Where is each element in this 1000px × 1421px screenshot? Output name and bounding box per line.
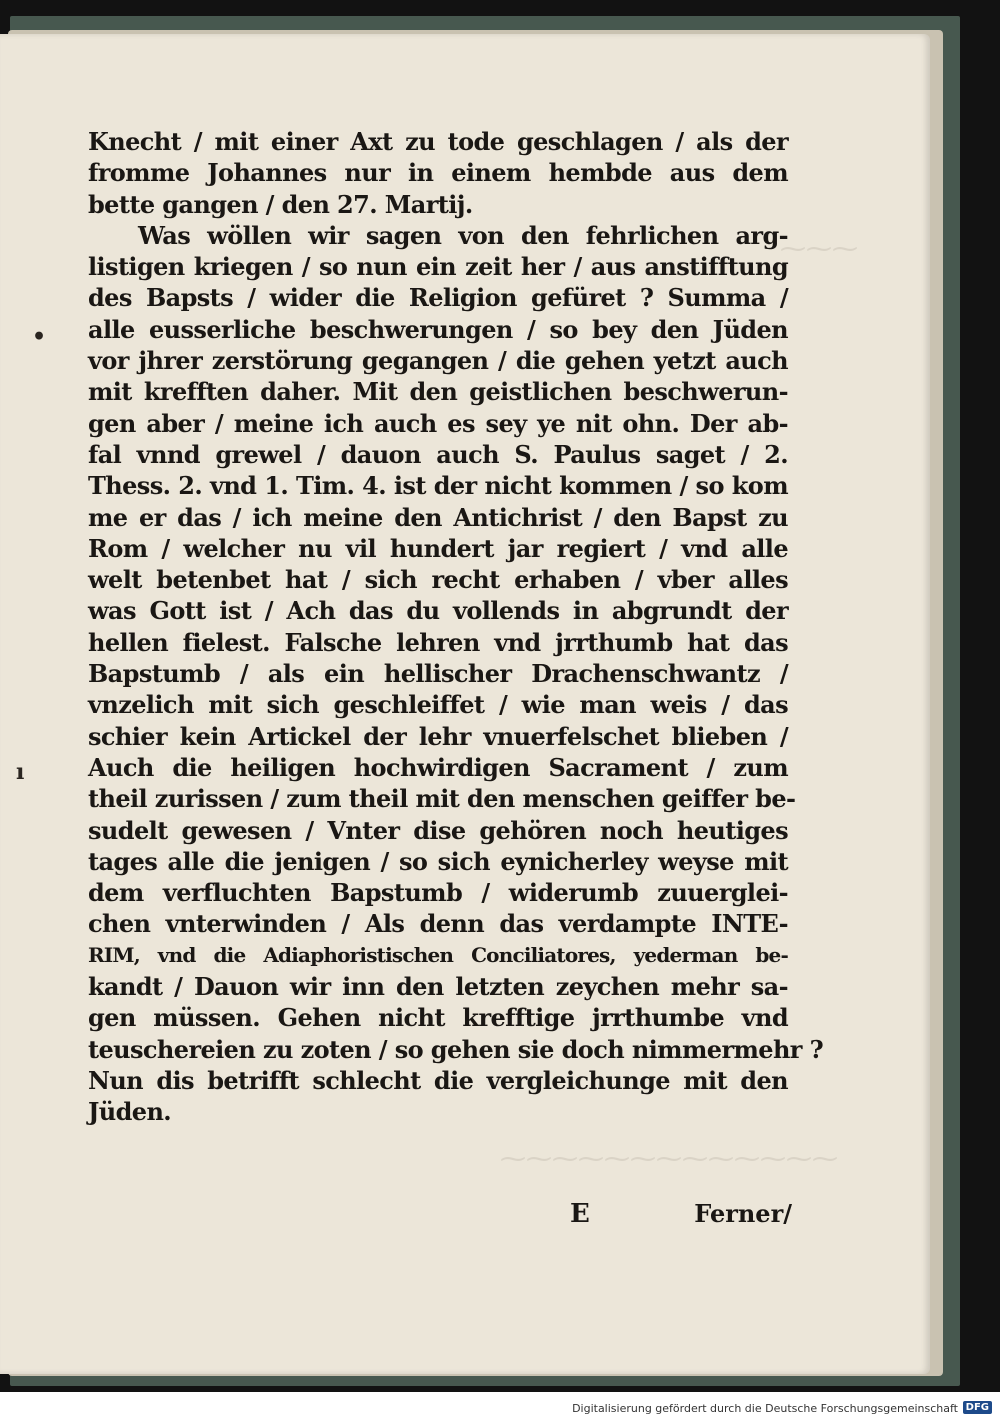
text-line: gen aber / meine ich auch es sey ye nit ohn. Der ab- [88, 408, 788, 438]
show-through: ⁓⁓⁓ [780, 234, 858, 264]
margin-mark: ı [16, 759, 25, 785]
text-line: mit krefften daher. Mit den geistlichen beschwerun- [88, 377, 788, 407]
digitization-footer [0, 1392, 1000, 1421]
text-line: me er das / ich meine den Antichrist / den Bapst zu [88, 502, 788, 532]
text-line: teuschereien zu zoten / so gehen sie doch nimmermehr ? [88, 1034, 824, 1064]
text-line: hellen fielest. Falsche lehren vnd jrrthumb hat das [88, 627, 788, 657]
signature-mark: E [570, 1199, 590, 1229]
text-line: sudelt gewesen / Vnter dise gehören noch heutiges [88, 815, 788, 845]
text-line: Jüden. [88, 1097, 172, 1127]
text-line: RIM, vnd die Adiaphoristischen Conciliatores, yederman be- [88, 942, 788, 967]
text-line: vnzelich mit sich geschleiffet / wie man weis / das [88, 690, 788, 720]
body-text [88, 126, 824, 1128]
text-line: fal vnnd grewel / dauon auch S. Paulus saget / 2. [88, 439, 788, 469]
book-page [0, 34, 930, 1374]
text-line: Thess. 2. vnd 1. Tim. 4. ist der nicht kommen / so kom [88, 471, 788, 501]
text-line: vor jhrer zerstörung gegangen / die gehen yetzt auch [88, 346, 788, 376]
show-through: ⁓⁓⁓⁓⁓⁓⁓⁓⁓⁓⁓⁓⁓ [500, 1144, 838, 1174]
text-line: des Bapsts / wider die Religion gefüret ? Summa / [88, 283, 788, 313]
text-line: bette gangen / den 27. Martij. [88, 189, 473, 219]
dfg-logo-icon: DFG [963, 1401, 992, 1414]
text-line: Nun dis betrifft schlecht die vergleichunge mit den [88, 1065, 788, 1095]
text-line: dem verfluchten Bapstumb / widerumb zuuerglei- [88, 878, 788, 908]
text-line: theil zurissen / zum theil mit den menschen geiffer be- [88, 784, 796, 814]
text-line: Auch die heiligen hochwirdigen Sacrament / zum [88, 752, 788, 782]
text-line: schier kein Artickel der lehr vnuerfelschet blieben / [88, 721, 788, 751]
text-line: tages alle die jenigen / so sich eynicherley weyse mit [88, 846, 788, 876]
text-line: was Gott ist / Ach das du vollends in abgrundt der [88, 596, 788, 626]
text-line: Knecht / mit einer Axt zu tode geschlagen / als der [88, 127, 788, 156]
text-line: listigen kriegen / so nun ein zeit her / aus anstifftung [88, 252, 788, 282]
margin-mark: • [32, 324, 47, 350]
text-line: Was wöllen wir sagen von den fehrlichen arg- [138, 220, 788, 250]
text-line: alle eusserliche beschwerungen / so bey den Jüden [88, 314, 788, 344]
page-footer-marks [560, 1199, 792, 1233]
text-line: chen vnterwinden / Als denn das verdampte INTE- [88, 909, 788, 939]
text-line: kandt / Dauon wir inn den letzten zeychen mehr sa- [88, 972, 788, 1002]
text-line: welt betenbet hat / sich recht erhaben / vber alles [88, 565, 788, 595]
text-line: Bapstumb / als ein hellischer Drachenschwantz / [88, 659, 788, 689]
catchword: Ferner/ [694, 1199, 792, 1228]
text-line: fromme Johannes nur in einem hembde aus dem [88, 158, 788, 188]
text-line: gen müssen. Gehen nicht krefftige jrrthumbe vnd [88, 1003, 788, 1033]
funding-credit: Digitalisierung gefördert durch die Deutsche Forschungsgemeinschaft [572, 1402, 958, 1415]
text-line: Rom / welcher nu vil hundert jar regiert / vnd alle [88, 533, 788, 563]
